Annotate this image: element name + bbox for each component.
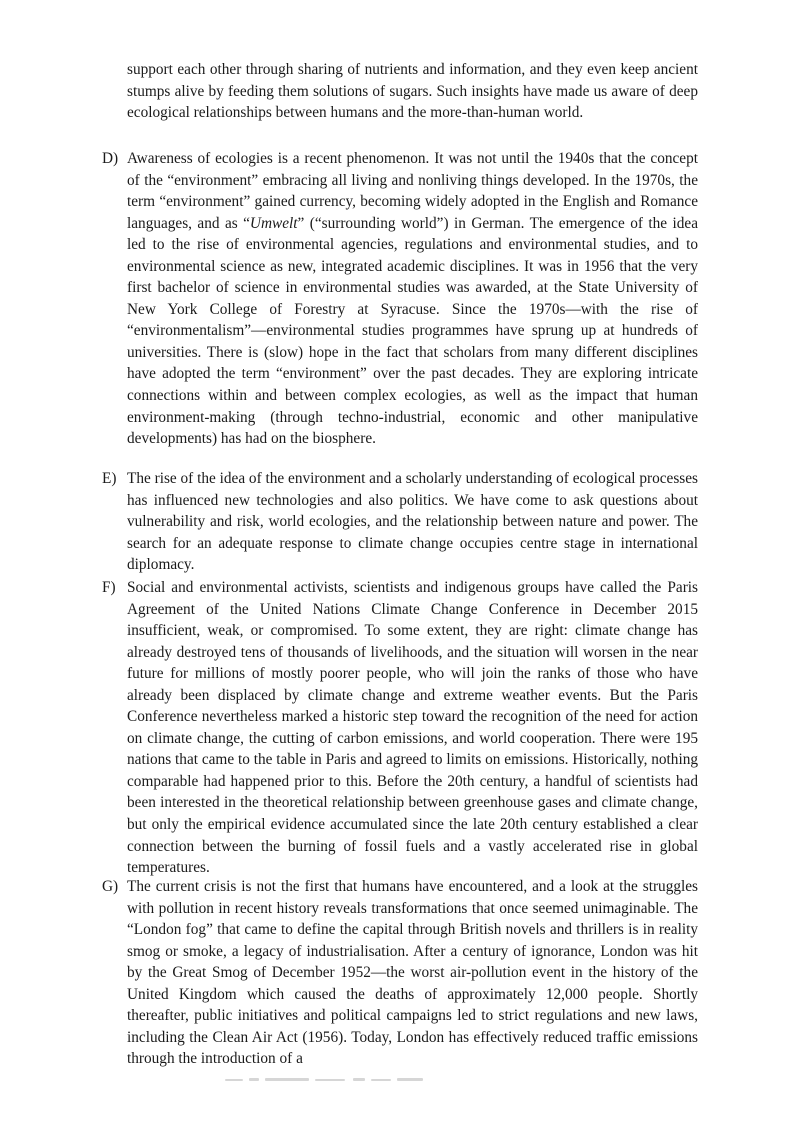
paragraph-text: Social and environmental activists, scientists and indigenous groups have called the Paris Agreement of the United Nations Climate Change Conference in December 2015 insufficient, weak, or compromised. To some extent, they are right: climate change has already destroyed tens of thousands of livelihoods, and the situation will worsen in the near future for millions of mostly poorer people, who will join the ranks of those who have already been displaced by climate change and extreme weather events. But the Paris Conference nevertheless marked a historic step toward the recognition of the need for action on climate change, the cutting of carbon emissions, and world cooperation. There were 195 nations that came to the table in Paris and agreed to limits on emissions. Historically, nothing comparable had happened prior to this. Before the 20th century, a handful of scientists had been interested in the theoretical relationship between greenhouse gases and climate change, but only the empirical evidence accumulated since the late 20th century established a clear connection between the burning of fossil fuels and a vastly accelerated rise in global temperatures. xyxy=(127,579,698,877)
paragraph-e xyxy=(102,468,698,576)
paragraph-letter: D) xyxy=(102,150,119,167)
paragraph-g xyxy=(102,876,698,1070)
paragraph-letter: G) xyxy=(102,878,119,895)
continuation-text: support each other through sharing of nutrients and information, and they even keep ancient stumps alive by feeding them solutions of sugars. Such insights have made us aware of deep ecological relationships between humans and the more-than-human world. xyxy=(127,61,698,122)
paragraph-letter: F) xyxy=(102,579,116,596)
page-footer-faint xyxy=(225,1075,525,1083)
paragraph-text-part: ” (“surrounding world”) in German. The emergence of the idea led to the rise of environmental agencies, regulations and environmental studies, and to environmental science as new, integrated academic disciplines. It was in 1956 that the very first bachelor of science in environmental studies was awarded, at the State University of New York College of Forestry at Syracuse. Since the 1970s—with the rise of “environmentalism”—environmental studies programmes have sprung up at hundreds of universities. There is (slow) hope in the fact that scholars from many different disciplines have adopted the term “environment” over the past decades. They are exploring intricate connections within and between complex ecologies, as well as the impact that human environment-making (through techno-industrial, economic and other manipulative developments) has had on the biosphere. xyxy=(127,214,698,448)
paragraph-text xyxy=(127,148,698,450)
faint-footer-marks xyxy=(225,1075,525,1083)
paragraph-f xyxy=(102,577,698,879)
paragraph-letter: E) xyxy=(102,470,117,487)
paragraph-text: The current crisis is not the first that humans have encountered, and a look at the struggles with pollution in recent history reveals transformations that once seemed unimaginable. The “London fog” that came to define the capital through British novels and thrillers is in reality smog or smoke, a legacy of industrialisation. After a century of ignorance, London was hit by the Great Smog of December 1952—the worst air-pollution event in the history of the United Kingdom which caused the deaths of approximately 12,000 people. Shortly thereafter, public initiatives and political campaigns led to strict regulations and new laws, including the Clean Air Act (1956). Today, London has effectively reduced traffic emissions through the introduction of a xyxy=(127,878,698,1068)
continuation-paragraph xyxy=(127,59,698,124)
paragraph-text: The rise of the idea of the environment and a scholarly understanding of ecological processes has influenced new technologies and also politics. We have come to ask questions about vulnerability and risk, world ecologies, and the relationship between nature and power. The search for an adequate response to climate change occupies centre stage in international diplomacy. xyxy=(127,470,698,574)
italic-term: Umwelt xyxy=(249,214,298,232)
paragraph-text-part: Awareness of ecologies is a recent phenomenon. It was not until the 1940s that the concept of the “environment” embracing all living and nonliving things developed. In the 1970s, the term “environment” gained currency, becoming widely adopted in the English and Romance languages, and as “ xyxy=(127,150,698,232)
paragraph-d xyxy=(102,148,698,450)
